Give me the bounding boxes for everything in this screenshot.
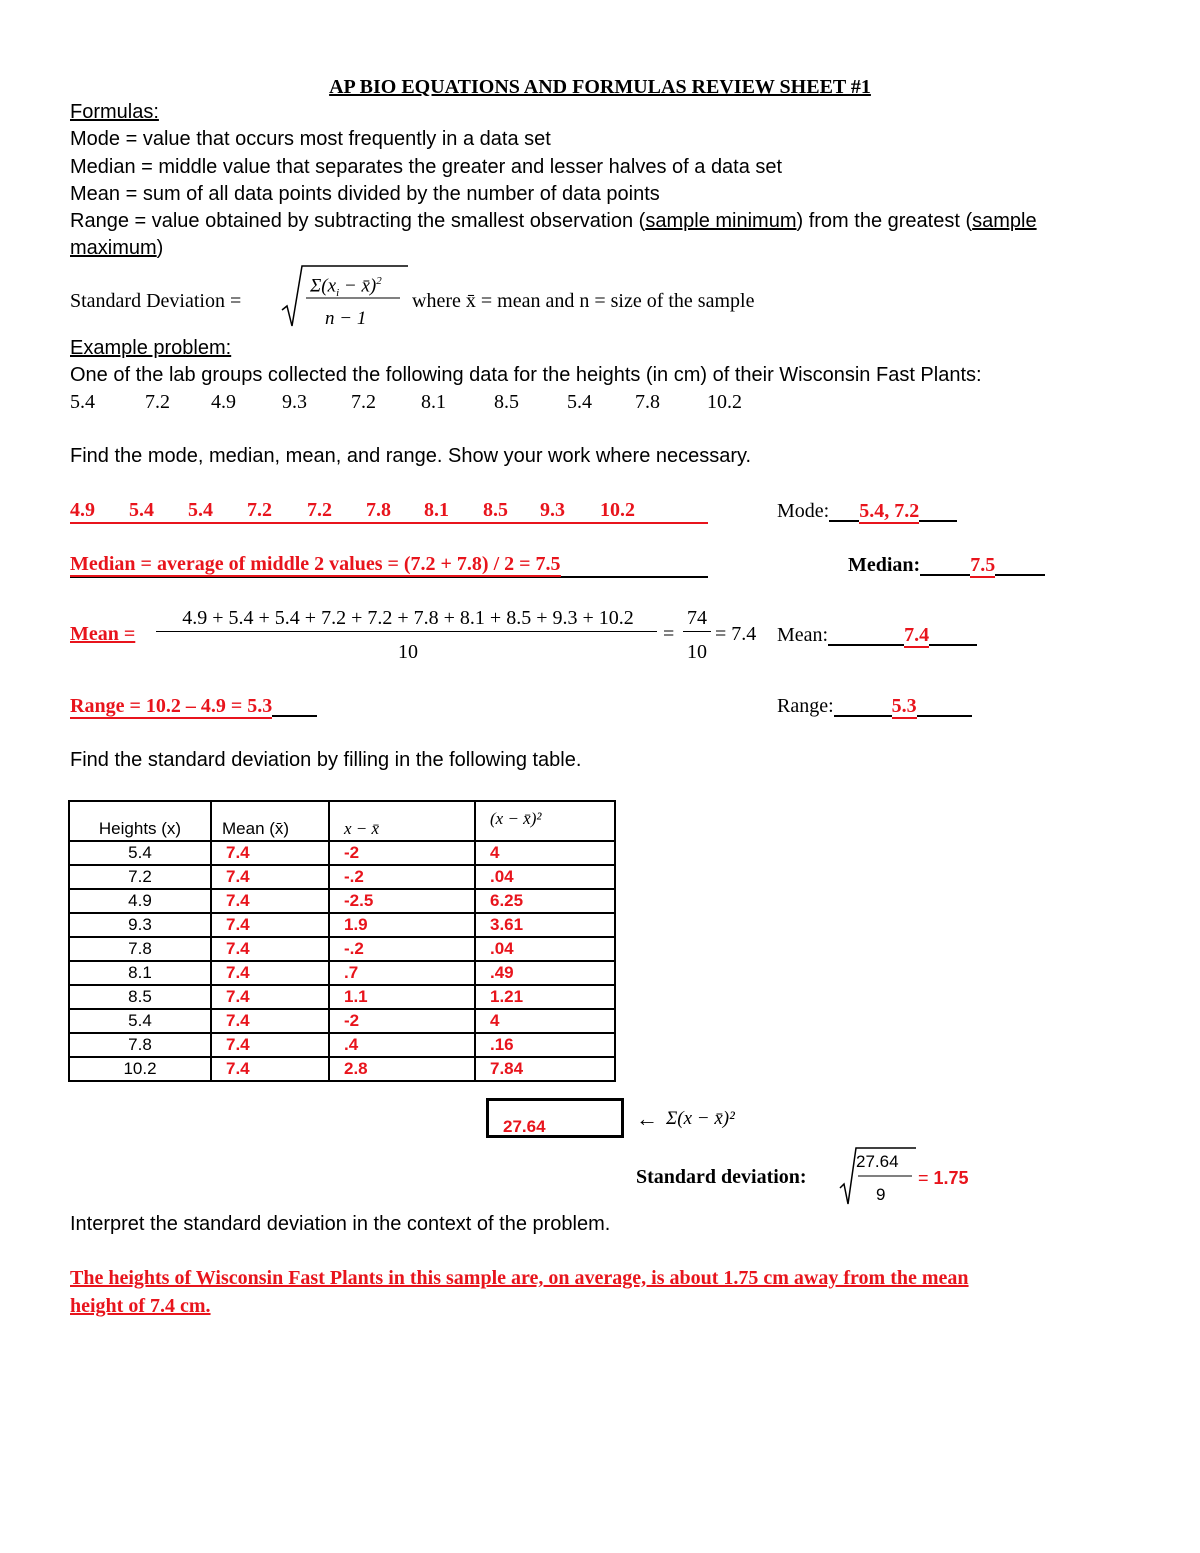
- range-work: Range = 10.2 – 4.9 = 5.3: [70, 695, 273, 717]
- cell-mean: 7.4: [211, 841, 329, 865]
- sorted-value: 8.1: [424, 499, 449, 521]
- header-heights: Heights (x): [69, 801, 211, 841]
- sd-num-sub: i: [336, 287, 340, 300]
- header-squared-deviation: (x − x̄)²: [475, 801, 615, 841]
- sorted-value: 5.4: [188, 499, 213, 521]
- sum-label: Σ(x − x̄)²: [666, 1108, 735, 1129]
- sd-formula-label: Standard Deviation =: [70, 290, 242, 312]
- sd-instruction: Find the standard deviation by filling in the following table.: [70, 749, 582, 771]
- cell-height: 8.1: [69, 961, 211, 985]
- range-answer: [777, 695, 972, 717]
- median-value: 7.5: [970, 554, 996, 576]
- cell-squared-deviation: 1.21: [475, 985, 615, 1009]
- sorted-value: 7.2: [307, 499, 332, 521]
- median-answer: [848, 554, 1045, 576]
- cell-deviation: 1.1: [329, 985, 475, 1009]
- table-row: [69, 937, 615, 961]
- data-value: 9.3: [282, 391, 307, 413]
- mode-answer: [777, 500, 957, 522]
- sorted-value: 10.2: [600, 499, 635, 521]
- cell-squared-deviation: 3.61: [475, 913, 615, 937]
- cell-deviation: -.2: [329, 865, 475, 889]
- interpretation-answer-line2: height of 7.4 cm.: [70, 1295, 211, 1317]
- table-row: [69, 865, 615, 889]
- sd-result-equals: [918, 1168, 969, 1189]
- cell-mean: 7.4: [211, 961, 329, 985]
- cell-height: 4.9: [69, 889, 211, 913]
- cell-height: 5.4: [69, 841, 211, 865]
- cell-deviation: .7: [329, 961, 475, 985]
- mean-result: = 7.4: [715, 623, 757, 645]
- sorted-value: 7.2: [247, 499, 272, 521]
- cell-mean: 7.4: [211, 937, 329, 961]
- range-close-paren: ): [156, 237, 164, 259]
- cell-deviation: -.2: [329, 937, 475, 961]
- sd-formula-where: where x̄ = mean and n = size of the sample: [412, 290, 755, 312]
- sd-table: [68, 800, 616, 1082]
- header-deviation: x − x̄: [329, 801, 475, 841]
- mean-short-fraction-bar: [683, 631, 711, 632]
- cell-squared-deviation: 4: [475, 841, 615, 865]
- mean-answer: [777, 624, 977, 646]
- cell-mean: 7.4: [211, 865, 329, 889]
- data-value: 4.9: [211, 391, 236, 413]
- median-label: Median:: [848, 554, 921, 576]
- mean-short-numerator: 74: [687, 607, 707, 629]
- sorted-value: 7.8: [366, 499, 391, 521]
- header-mean: Mean (x̄): [211, 801, 329, 841]
- table-row: [69, 985, 615, 1009]
- range-label: Range:: [777, 695, 834, 717]
- cell-squared-deviation: .49: [475, 961, 615, 985]
- sum-value: 27.64: [503, 1117, 546, 1136]
- left-arrow-icon: ←: [636, 1106, 658, 1131]
- data-value: 8.5: [494, 391, 519, 413]
- median-work-row: [70, 554, 708, 578]
- page-title: AP BIO EQUATIONS AND FORMULAS REVIEW SHEET #1: [329, 76, 871, 98]
- mean-fraction-bar: [156, 631, 657, 632]
- cell-deviation: -2: [329, 841, 475, 865]
- cell-squared-deviation: 7.84: [475, 1057, 615, 1081]
- cell-squared-deviation: .16: [475, 1033, 615, 1057]
- sd-num-sigma: Σ(x: [310, 275, 337, 297]
- cell-mean: 7.4: [211, 913, 329, 937]
- table-row: [69, 913, 615, 937]
- cell-mean: 7.4: [211, 1057, 329, 1081]
- example-instruction: Find the mode, median, mean, and range. Show your work where necessary.: [70, 445, 752, 467]
- cell-squared-deviation: .04: [475, 937, 615, 961]
- range-text-b: ) from the greatest (: [796, 210, 973, 232]
- example-description: One of the lab groups collected the following data for the heights (in cm) of their Wisconsin Fast Plants:: [70, 364, 982, 386]
- median-work: Median = average of middle 2 values = (7.2 + 7.8) / 2 = 7.5: [70, 553, 561, 575]
- cell-height: 8.5: [69, 985, 211, 1009]
- cell-squared-deviation: 6.25: [475, 889, 615, 913]
- sd-result-label: Standard deviation:: [636, 1166, 807, 1188]
- mean-equals: =: [663, 623, 675, 645]
- example-heading: Example problem:: [70, 337, 232, 359]
- sd-result-denominator: 9: [876, 1185, 886, 1204]
- range-text-a: Range = value obtained by subtracting the smallest observation (: [70, 210, 646, 232]
- mean-denominator: 10: [398, 641, 418, 663]
- table-row: [69, 1033, 615, 1057]
- sd-formula-denominator: n − 1: [325, 308, 367, 329]
- mean-label: Mean:: [777, 624, 829, 646]
- sd-result-value: 1.75: [933, 1168, 969, 1188]
- cell-height: 7.8: [69, 937, 211, 961]
- cell-mean: 7.4: [211, 1033, 329, 1057]
- sd-result-eq: =: [918, 1168, 929, 1188]
- maximum-term: maximum: [70, 237, 157, 259]
- mean-value: 7.4: [904, 624, 930, 646]
- sd-result-numerator: 27.64: [856, 1152, 899, 1171]
- range-work-row: [70, 695, 317, 717]
- median-definition: Median = middle value that separates the greater and lesser halves of a data set: [70, 156, 783, 178]
- cell-height: 7.8: [69, 1033, 211, 1057]
- interpretation-prompt: Interpret the standard deviation in the context of the problem.: [70, 1213, 611, 1235]
- table-row: [69, 1057, 615, 1081]
- cell-mean: 7.4: [211, 985, 329, 1009]
- cell-squared-deviation: 4: [475, 1009, 615, 1033]
- sorted-value: 8.5: [483, 499, 508, 521]
- sorted-value: 4.9: [70, 499, 95, 521]
- cell-height: 5.4: [69, 1009, 211, 1033]
- cell-mean: 7.4: [211, 889, 329, 913]
- cell-deviation: -2: [329, 1009, 475, 1033]
- data-value: 5.4: [567, 391, 592, 413]
- range-definition: [70, 211, 1037, 231]
- sd-num-rest: − x̄): [339, 275, 377, 297]
- table-row: [69, 1009, 615, 1033]
- range-value: 5.3: [891, 695, 917, 717]
- sorted-value: 9.3: [540, 499, 565, 521]
- cell-deviation: 1.9: [329, 913, 475, 937]
- sorted-values-row: [70, 500, 708, 524]
- cell-mean: 7.4: [211, 1009, 329, 1033]
- cell-height: 9.3: [69, 913, 211, 937]
- mean-short-denominator: 10: [687, 641, 707, 663]
- table-row: [69, 841, 615, 865]
- interpretation-answer-line1: The heights of Wisconsin Fast Plants in this sample are, on average, is about 1.75 cm away from the mean: [70, 1267, 969, 1289]
- table-header-row: [69, 801, 615, 841]
- mode-label: Mode:: [777, 500, 830, 522]
- sample-minimum-term: sample minimum: [645, 210, 797, 232]
- cell-deviation: 2.8: [329, 1057, 475, 1081]
- mode-definition: Mode = value that occurs most frequently in a data set: [70, 128, 551, 150]
- data-value: 7.2: [145, 391, 170, 413]
- table-row: [69, 961, 615, 985]
- cell-height: 10.2: [69, 1057, 211, 1081]
- range-definition-line2: [70, 238, 163, 258]
- data-value: 5.4: [70, 391, 95, 413]
- sd-num-exp: 2: [376, 275, 382, 287]
- formulas-heading: Formulas:: [70, 101, 159, 123]
- cell-deviation: .4: [329, 1033, 475, 1057]
- data-value: 8.1: [421, 391, 446, 413]
- mean-definition: Mean = sum of all data points divided by the number of data points: [70, 183, 660, 205]
- sample-term: sample: [972, 210, 1037, 232]
- data-value: 7.2: [351, 391, 376, 413]
- data-value: 10.2: [707, 391, 742, 413]
- sorted-value: 5.4: [129, 499, 154, 521]
- mean-label-left: Mean =: [70, 623, 136, 645]
- sum-box: [486, 1098, 624, 1138]
- cell-squared-deviation: .04: [475, 865, 615, 889]
- data-value: 7.8: [635, 391, 660, 413]
- table-row: [69, 889, 615, 913]
- cell-deviation: -2.5: [329, 889, 475, 913]
- mean-numerator: 4.9 + 5.4 + 5.4 + 7.2 + 7.2 + 7.8 + 8.1 + 8.5 + 9.3 + 10.2: [182, 607, 634, 629]
- sd-formula-numerator: [310, 275, 382, 299]
- mode-value: 5.4, 7.2: [859, 500, 920, 522]
- cell-height: 7.2: [69, 865, 211, 889]
